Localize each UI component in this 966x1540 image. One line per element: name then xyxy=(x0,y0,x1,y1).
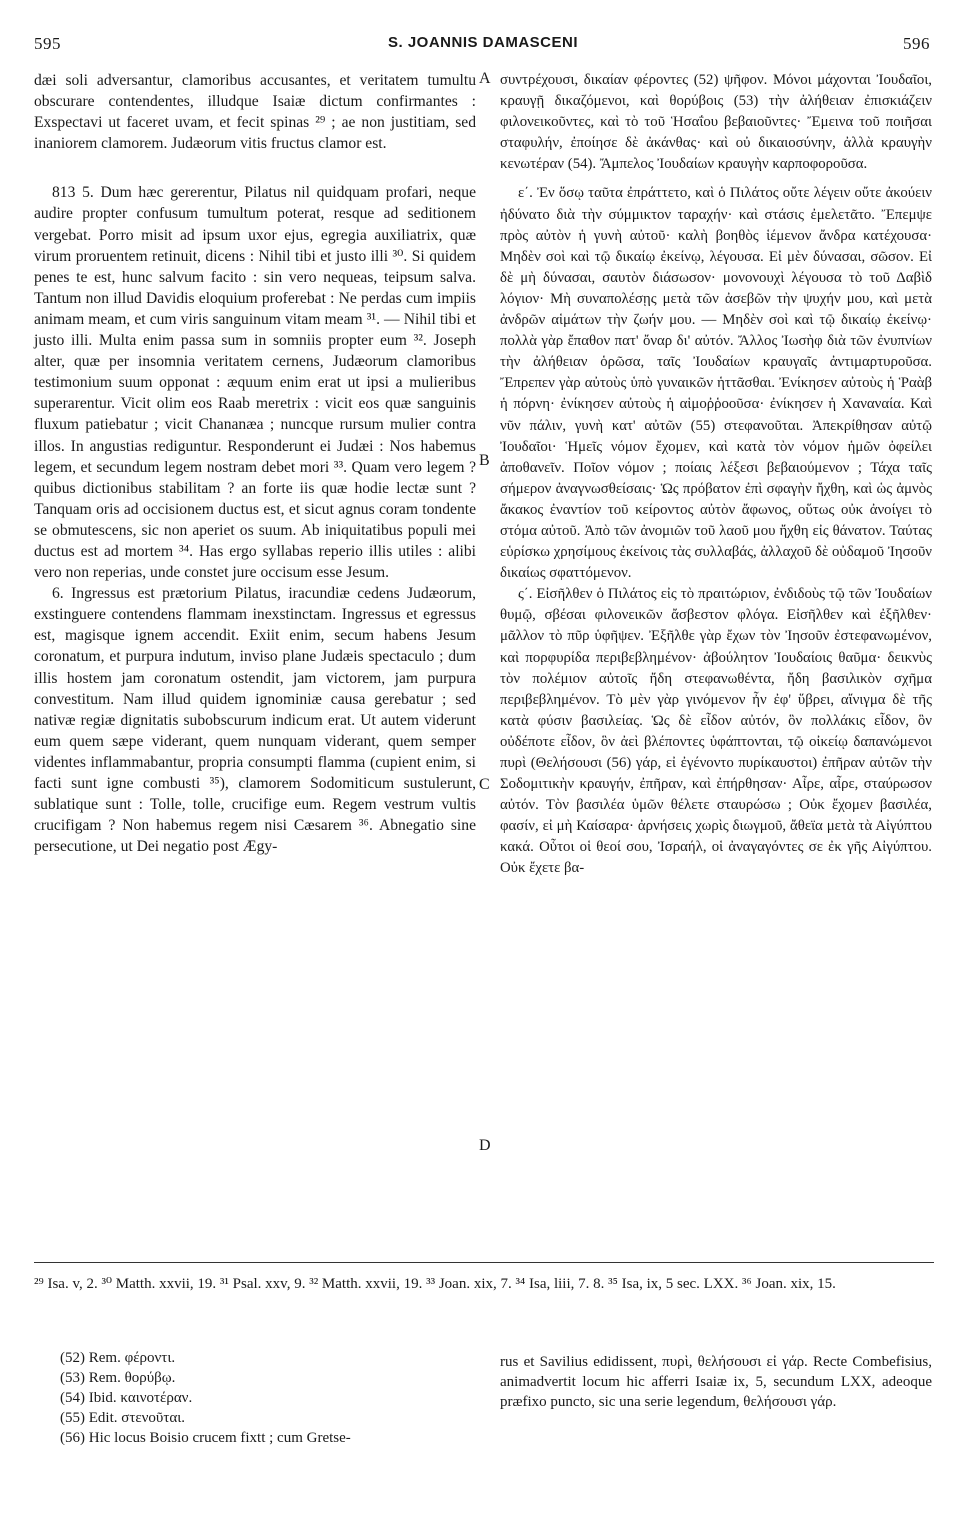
editor-notes-right: rus et Savilius edidissent, πυρὶ, θελήσουσι εἰ γάρ. Recte Combefisius, animadvertit locum hic afferri Isaiæ ix, 5, secundum LXX, adeoque præfixo puncto, sic una serie legendum, θελήσουσι γάρ. xyxy=(500,1354,932,1410)
greek-paragraph-3: ς΄. Εἰσῆλθεν ὁ Πιλάτος εἰς τὸ πραιτώριον, ἐνδιδοὺς τῷ τῶν Ἰουδαίων θυμῷ, σβέσαι φιλονεικῶν ἄσβεστον φλόγα. Εἰσῆλθεν καὶ ἐξῆλθεν· μᾶλλον τὸ πῦρ ὑφῆψεν. Ἐξῆλθε γὰρ ἔχων τὸν Ἰησοῦν ἐστεφανωμένον, καὶ πορφυρίδα περιβεβλημένον· ἀβούλητον Ἰουδαίοις θαῦμα· δεικνὺς τὸν πολέμιον αὐτοῖς ἤδη στεφανωθέντα, ἤδη βασιλικὸν σχῆμα περιβεβλημένον. Τὸ μὲν γὰρ γινόμενον ἦν ἐφ' ὕβρει, αἴνιγμα δὲ τῆς κατὰ φύσιν βασιλείας. Ὡς δὲ εἶδον αὐτόν, ὃν πολλάκις εἶδον, ὃν οὐδέποτε εἶδον, ὃν ἀεὶ βλέποντες ὑφάπτονται, τῷ οἰκείῳ δαπανώμενοι πυρὶ (Θελήσουσι (56) γάρ, εἰ ἐγένοντο πυρίκαυστοι) ἐπῆραν αὐτῶν τὴν Σοδομιτικὴν κραυγήν, ἐπῆραν, καὶ ἐπήρθησαν· Αἶρε, αἶρε, σταύρωσον αὐτόν. Τὸν βασιλέα ὑμῶν θέλετε σταυρώσω ; Οὐκ ἔχομεν βασιλέα, φασίν, εἰ μὴ Καίσαρα· ἀρνήσεις χωρὶς διωγμοῦ, ἄθεϊα μετὰ τὰ Αἰγύπτου κακά. Οὗτοι οἱ θεοί σου, Ἰσραήλ, οἱ ἀναγαγόντες σε ἐκ γῆς Αἰγύπτου. Οὐκ ἔχετε βα- xyxy=(500,586,932,877)
greek-paragraph-2: ε΄. Ἐν ὅσῳ ταῦτα ἐπράττετο, καὶ ὁ Πιλάτος οὔτε λέγειν οὔτε ἀκούειν ἠδύνατο διὰ τὴν σύμμικτον ταραχήν· καὶ στάσις ἐμελετᾶτο. Ἔπεμψε πρὸς αὐτὸν ἡ γυνὴ αὐτοῦ· καλὴ βοηθὸς ἱέμενον ἄνδρα κατέχουσα· Μηδὲν σοὶ καὶ τῷ δικαίῳ ἐκείνῳ, λέγουσα. Εἰ μὲν δύνασαι, σῶσον. Εἰ δὲ μὴ δύνασαι, σαυτὸν διάσωσον· μονονουχὶ λέγουσα τὸ τοῦ Δαβὶδ λόγιον· Μὴ συναπολέσῃς μετὰ τῶν ἀσεβῶν τὴν ψυχήν μου, καὶ μετὰ ἀνδρῶν αἱμάτων τὴν ζωήν μου. — Μηδὲν σοὶ καὶ τῷ δικαίῳ ἐκείνῳ· πολλὰ γὰρ ἔπαθον πατ' ὄναρ δι' αὐτόν. Ἄλλος Ἰωσὴφ διὰ τῶν ἐνυπνίων τὴν ἀλήθειαν ὁρῶσα, ταῖς Ἰουδαίων κραυγαῖς ἀντιμαρτυροῦσα. Ἔπρεπεν γὰρ αὐτοὺς ὑπὸ γυναικῶν ἡττᾶσθαι. Ἐνίκησεν αὐτοὺς ἡ Ῥαὰβ ἡ πόρνη· ἐνίκησεν αὐτοὺς ἡ αἱμοῤῥοοῦσα· ἐνίκησεν ἡ Χαναναία. Καὶ νῦν πάλιν, γυνὴ κατ' αὐτῶν (55) στεφανοῦται. Ἀπεκρίθησαν αὐτῷ Ἰουδαῖοι· Ἡμεῖς νόμον ἔχομεν, καὶ κατὰ τὸν νόμον ἡμῶν ὀφείλει ἀποθανεῖν. Ποῖον νόμον ; ποίαις λέξεσι βεβαιούμενον ; Τάχα ταῖς σήμερον ἀναγνωσθείσαις· Ὡς πρόβατον ἐπὶ σφαγὴν ἤχθη, καὶ ὡς ἀμνὸς ἄκακος ἐναντίον τοῦ κείροντος αὐτὸν ἄφωνος, οὕτως οὐκ ἀνοίγει τὸ στόμα αὐτοῦ. Ἀπὸ τῶν ἀνομιῶν τοῦ λαοῦ μου ἤχθη εἰς θάνατον. Ταύτας εὑρίσκω χρησίμους ἐκείνοις τὰς συλλαβάς, ἀλλαχοῦ δὲ οὐδαμοῦ Ἰησοῦν δικαίως σφαττόμενον. xyxy=(500,185,932,582)
greek-column xyxy=(500,70,932,880)
note-54: (54) Ibid. καινοτέραν. xyxy=(60,1390,193,1406)
note-55: (55) Edit. στενοῦται. xyxy=(60,1410,186,1426)
editor-notes-left xyxy=(60,1348,480,1448)
margin-letter-c: C xyxy=(479,776,490,793)
latin-column xyxy=(34,70,476,857)
page-number-right: 596 xyxy=(903,34,930,53)
page-number-left: 595 xyxy=(34,34,61,53)
running-title: S. JOANNIS DAMASCENI xyxy=(387,34,579,51)
greek-paragraph-1: συντρέχουσι, δικαίαν φέροντες (52) ψῆφον. Μόνοι μάχονται Ἰουδαῖοι, κραυγῇ δικαζόμενοι, καὶ θορύβοις (53) τὴν ἀλήθειαν ἐπισκιάζειν φιλονεικοῦντες, καὶ τὸ τοῦ Ἡσαΐου βεβαιοῦντες· Ἔμεινα τοῦ ποιῆσαι σταφυλήν, ἐποίησε δὲ ἀκάνθας· καὶ οὐ δικαιοσύνην, ἀλλὰ κραυγὴν κενωτέραν (54). Ἄμπελος Ἰουδαίων κραυγὴν καρποφοροῦσα. xyxy=(500,72,932,173)
scripture-footnotes: ²⁹ Isa. v, 2. ³⁰ Matth. xxvii, 19. ³¹ Psal. xxv, 9. ³² Matth. xxvii, 19. ³³ Joan. xix, 7. ³⁴ Isa, liii, 7. 8. ³⁵ Isa, ix, 5 sec. LXX. ³⁶ Joan. xix, 15. xyxy=(34,1276,836,1292)
latin-paragraph-2: 813 5. Dum hæc gererentur, Pilatus nil quidquam profari, neque audire propter confusum tumultum poterat, resque ad seditionem vergebat. Porro misit ad ipsum uxor ejus, egregia auxiliatrix, quæ virum proruentem retinuit, dicens : Nihil tibi et justo illi ³⁰. Si quidem penes te est, hunc salvum facito : sin vero nequeas, teipsum salva. Tantum non illud Davidis eloquium proferebat : Ne perdas cum impiis animam meam, et cum viris sanguinum vitam meam ³¹. — Nihil tibi et justo illi. Multa enim passa sum in somniis propter eum ³². Joseph alter, quæ per insomnia veritatem cernens, Judæorum clamoribus testimonium suum opponat : æquum enim erat ut ipsi a mulieribus superarentur. Vicit olim eos Raab meretrix : vicit eos quæ sanguinis fluxum patiebatur ; vicit Chananæa ; nuncque rursum mulier contra illos. In angustias rediguntur. Responderunt ei Judæi : Nos habemus legem, et secundum legem nostram debet mori ³³. Quam vero legem ? quibus dictionibus stabilitam ? an forte iis quæ hodie lectæ sunt ? Tanquam oris ad occisionem ductus est, et sicut agnus coram tondente se obmutescens, sic non aperiet os suum. Ab iniquitatibus populi mei ductus est ad mortem ³⁴. Has ergo syllabas reperio illis utiles : alibi vero non reperias, unde constet jure occisum esse Jesum. xyxy=(34,184,476,582)
note-56: (56) Hic locus Boisio crucem fixtt ; cum Gretse- xyxy=(60,1430,351,1446)
note-52: (52) Rem. φέροντι. xyxy=(60,1350,176,1366)
footnote-rule xyxy=(34,1262,934,1263)
margin-letter-b: B xyxy=(479,452,490,469)
margin-letter-d: D xyxy=(479,1137,491,1154)
note-53: (53) Rem. θορύβῳ. xyxy=(60,1370,176,1386)
margin-letter-a: A xyxy=(479,70,491,87)
running-header xyxy=(0,34,966,58)
latin-paragraph-1: dæi soli adversantur, clamoribus accusantes, et veritatem tumultu obscurare contendentes, illudque Isaiæ dictum confirmantes : Exspectavi ut faceret uvam, et fecit spinas ²⁹ ; ae non justitiam, sed inaniorem clamorem. Judæorum vitis fructus clamor est. xyxy=(34,72,476,153)
latin-paragraph-3: 6. Ingressus est prætorium Pilatus, iracundiæ cedens Judæorum, exstinguere contendens flammam inexstinctam. Ingressus et egressus est, magisque ignem accendit. Exiit enim, secum habens Jesum coronatum, et purpura indutum, inviso plane Judæis spectaculo ; dum illis hostem jam coronatum ostendit, jam victorem, jam purpura convestitum. Nam illud quidem ignominiæ causa gerebatur ; sed nativæ regiæ dignitatis subobscurum indicum erat. Ut autem viderunt eum quem sæpe viderant, quem nunquam viderant, quem semper videntes inflammabantur, propria consumpti flamma (cupient enim, si facti sunt igne combusti ³⁵), clamorem Sodomiticum sustulerunt, sublatique sunt : Tolle, tolle, crucifige eum. Regem vestrum vultis crucifigam ? Non habemus regem nisi Cæsarem ³⁶. Abnegatio sine persecutione, ut Dei negatio post Ægy- xyxy=(34,585,476,856)
